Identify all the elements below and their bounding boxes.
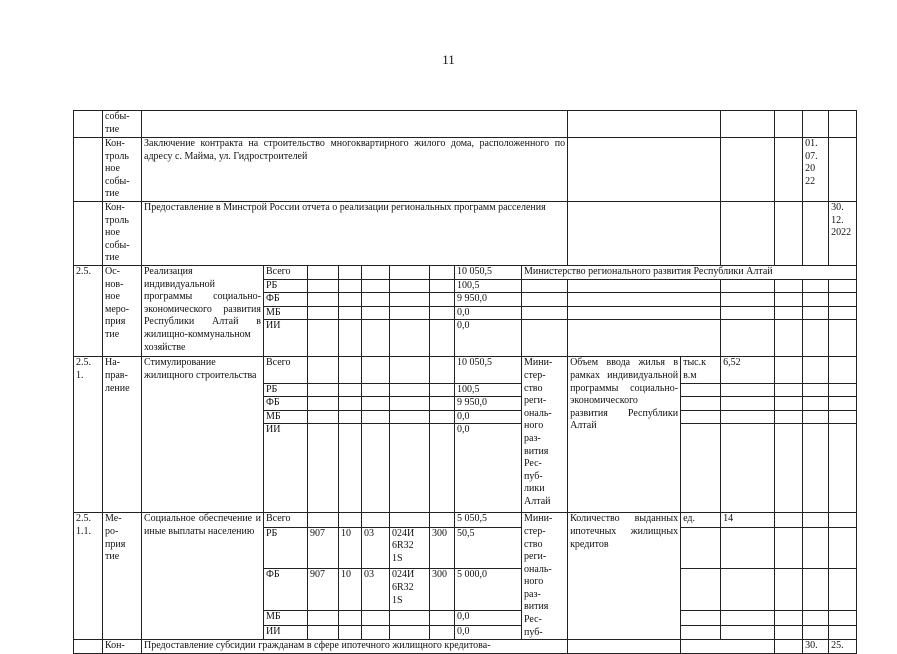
activity-name-cell: Социальное обеспечение и иные выплаты населению — [142, 513, 264, 640]
expense-code-cell — [430, 513, 455, 528]
row-type-cell: На- прав- ление — [103, 357, 142, 513]
finance-value-cell: 0,0 — [455, 625, 522, 640]
target-code-cell: 024И 6R32 1S — [390, 527, 430, 569]
table-row — [74, 111, 857, 138]
indicator-value-cell: 6,52 — [721, 357, 775, 383]
finance-source-cell: МБ — [264, 410, 308, 424]
finance-value-cell: 0,0 — [455, 611, 522, 626]
finance-value-cell: 50,5 — [455, 527, 522, 569]
row-number-cell: 2.5. 1. — [74, 357, 103, 513]
finance-value-cell: 10 050,5 — [455, 357, 522, 383]
date-cell: 30. — [803, 640, 829, 654]
table-row — [74, 201, 857, 265]
budget-code-cell: 907 — [308, 527, 339, 569]
event-text-cell: Заключение контракта на строительство многоквартирного жилого дома, расположенного по адресу с. Майма, ул. Гидростроителей — [142, 138, 568, 202]
finance-source-cell: Всего — [264, 265, 308, 279]
finance-value-cell: 0,0 — [455, 320, 522, 357]
date-cell: 30. 12. 2022 — [829, 201, 857, 265]
finance-source-cell: ИИ — [264, 625, 308, 640]
finance-source-cell: РБ — [264, 527, 308, 569]
finance-source-cell: Всего — [264, 513, 308, 528]
unit-cell: тыс.к в.м — [681, 357, 721, 383]
finance-source-cell: РБ — [264, 279, 308, 293]
finance-source-cell: ФБ — [264, 293, 308, 307]
finance-source-cell: МБ — [264, 611, 308, 626]
table-row — [74, 265, 857, 279]
table-row — [74, 138, 857, 202]
section-code-cell — [339, 513, 362, 528]
table-row — [74, 513, 857, 528]
finance-source-cell: ФБ — [264, 397, 308, 411]
responsible-cell: Мини- стер- ство реги- ональ- ного раз- вития Рес- пуб- лики Алтай — [522, 357, 568, 513]
budget-code-cell: 907 — [308, 569, 339, 611]
subsection-code-cell: 03 — [362, 569, 390, 611]
table-row — [74, 640, 857, 654]
date-cell: 01. 07. 20 22 — [803, 138, 829, 202]
row-type-cell: Кон- — [103, 640, 142, 654]
unit-cell: ед. — [681, 513, 721, 528]
finance-source-cell: РБ — [264, 383, 308, 397]
event-text-cell: Предоставление в Минстрой России отчета о реализации региональных программ расселения — [142, 201, 568, 265]
finance-value-cell: 0,0 — [455, 306, 522, 320]
subsection-code-cell: 03 — [362, 527, 390, 569]
row-number-cell: 2.5. 1.1. — [74, 513, 103, 640]
indicator-cell: Объем ввода жилья в рамках индивидуальной программы социально-экономического развития Республики Алтай — [568, 357, 681, 513]
finance-value-cell: 5 050,5 — [455, 513, 522, 528]
responsible-cell: Министерство регионального развития Республики Алтай — [522, 265, 857, 279]
finance-value-cell: 5 000,0 — [455, 569, 522, 611]
finance-source-cell: ИИ — [264, 424, 308, 513]
row-type-cell: Кон- троль ное собы- тие — [103, 138, 142, 202]
indicator-cell: Количество выданных ипотечных жилищных кредитов — [568, 513, 681, 640]
row-type-cell: Ме- ро- прия тие — [103, 513, 142, 640]
finance-source-cell: ФБ — [264, 569, 308, 611]
finance-value-cell: 10 050,5 — [455, 265, 522, 279]
event-text-cell: Предоставление субсидии гражданам в сфере ипотечного жилищного кредитова- — [142, 640, 568, 654]
date-cell: 25. — [829, 640, 857, 654]
finance-value-cell: 9 950,0 — [455, 293, 522, 307]
target-code-cell: 024И 6R32 1S — [390, 569, 430, 611]
responsible-cell: Мини- стер- ство реги- ональ- ного раз- вития Рес- пуб- — [522, 513, 568, 640]
finance-source-cell: ИИ — [264, 320, 308, 357]
row-number-cell: 2.5. — [74, 265, 103, 356]
finance-value-cell: 0,0 — [455, 410, 522, 424]
finance-value-cell: 100,5 — [455, 279, 522, 293]
finance-value-cell: 100,5 — [455, 383, 522, 397]
section-code-cell: 10 — [339, 569, 362, 611]
event-text-cell — [142, 111, 568, 138]
subsection-code-cell — [362, 513, 390, 528]
activity-name-cell: Стимулирование жилищного строительства — [142, 357, 264, 513]
row-type-cell: Ос- нов- ное меро- прия тие — [103, 265, 142, 356]
target-code-cell — [390, 513, 430, 528]
budget-code-cell — [308, 513, 339, 528]
program-table — [73, 110, 857, 654]
activity-name-cell: Реализация индивидуальной программы социально-экономического развития Республики Алтай в жилищно-коммунальном хозяйстве — [142, 265, 264, 356]
finance-source-cell: Всего — [264, 357, 308, 383]
finance-value-cell: 9 950,0 — [455, 397, 522, 411]
page-number: 11 — [442, 52, 455, 67]
section-code-cell: 10 — [339, 527, 362, 569]
finance-value-cell: 0,0 — [455, 424, 522, 513]
table-row — [74, 357, 857, 383]
expense-code-cell: 300 — [430, 527, 455, 569]
indicator-value-cell: 14 — [721, 513, 775, 528]
row-type-cell: собы- тие — [103, 111, 142, 138]
row-type-cell: Кон- троль ное собы- тие — [103, 201, 142, 265]
expense-code-cell: 300 — [430, 569, 455, 611]
finance-source-cell: МБ — [264, 306, 308, 320]
